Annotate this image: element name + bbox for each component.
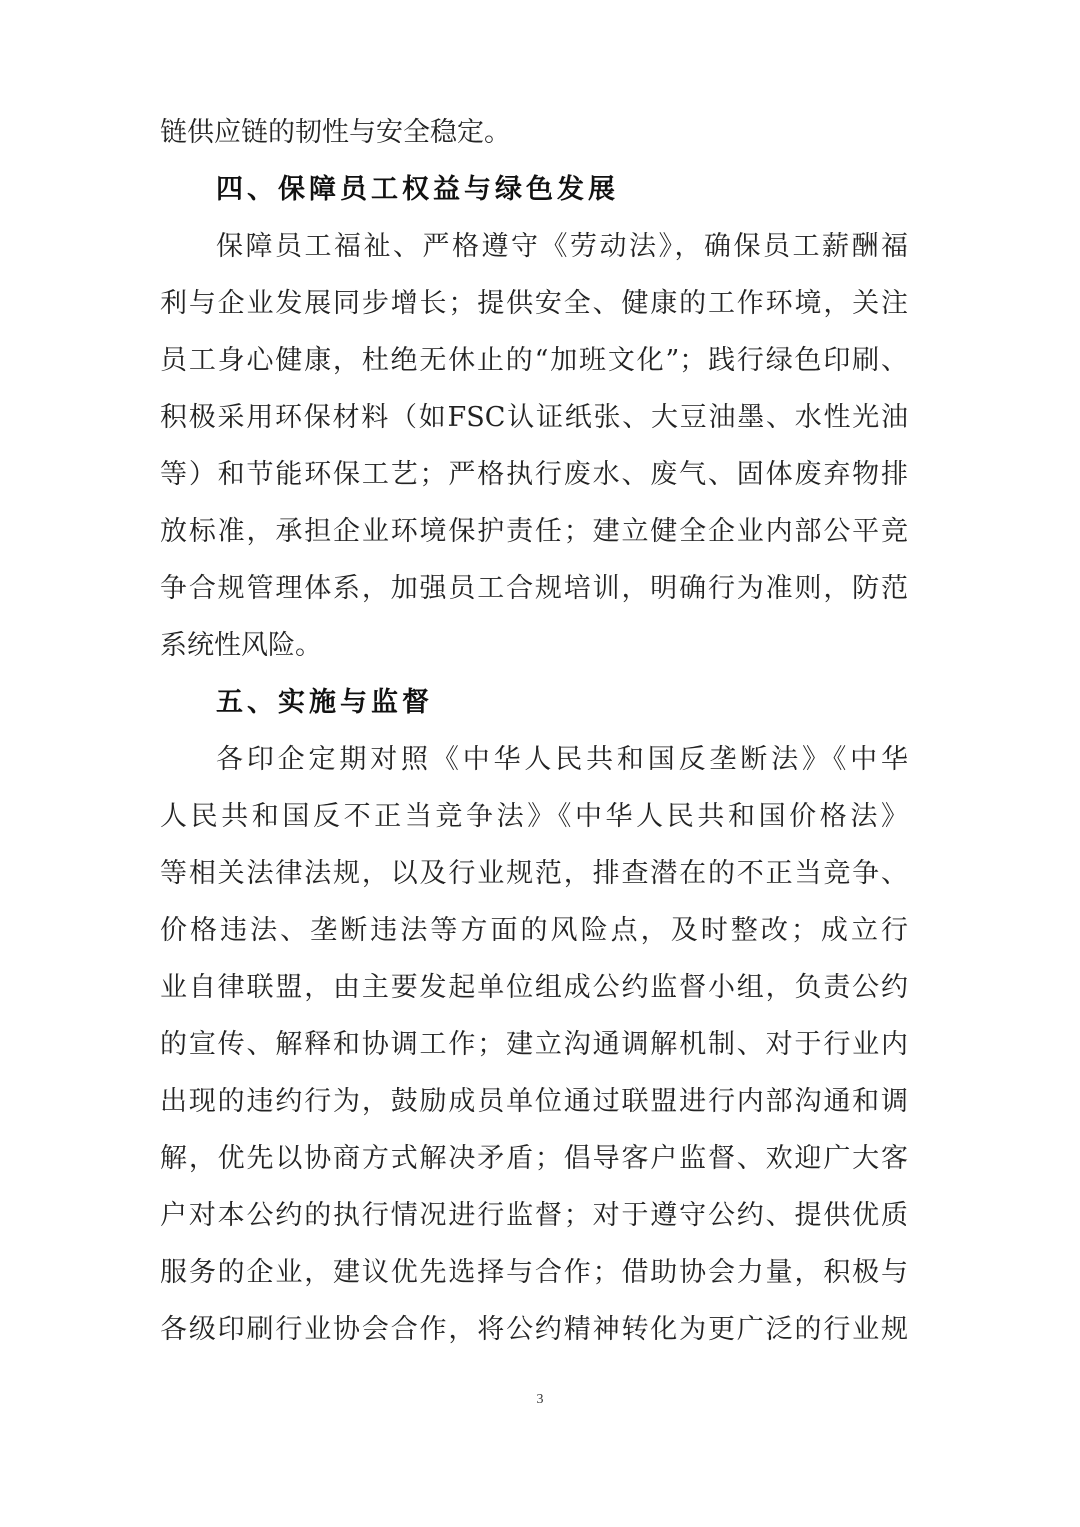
paragraph-line: 链供应链的韧性与安全稳定。 [160, 117, 511, 148]
section-heading-5: 五、实施与监督 [216, 687, 433, 718]
paragraph-line: 的宣传、解释和协调工作；建立沟通调解机制、对于行业内 [160, 1029, 908, 1060]
paragraph-line: 服务的企业，建议优先选择与合作；借助协会力量，积极与 [160, 1257, 908, 1288]
paragraph-line: 解，优先以协商方式解决矛盾；倡导客户监督、欢迎广大客 [160, 1143, 908, 1174]
paragraph-line: 各级印刷行业协会合作，将公约精神转化为更广泛的行业规 [160, 1314, 908, 1345]
paragraph-line: 户对本公约的执行情况进行监督；对于遵守公约、提供优质 [160, 1200, 908, 1231]
paragraph-line: 业自律联盟，由主要发起单位组成公约监督小组，负责公约 [160, 972, 908, 1003]
paragraph-line: 人民共和国反不正当竞争法》《中华人民共和国价格法》 [160, 801, 908, 832]
page-number: 3 [536, 1392, 544, 1407]
paragraph-line: 等相关法律法规，以及行业规范，排查潜在的不正当竞争、 [160, 858, 908, 889]
paragraph-line: 等）和节能环保工艺；严格执行废水、废气、固体废弃物排 [160, 459, 908, 490]
paragraph-line: 系统性风险。 [160, 630, 322, 661]
paragraph-line: 价格违法、垄断违法等方面的风险点，及时整改；成立行 [160, 915, 908, 946]
paragraph-line: 争合规管理体系，加强员工合规培训，明确行为准则，防范 [160, 573, 908, 604]
paragraph-line: 利与企业发展同步增长；提供安全、健康的工作环境，关注 [160, 288, 908, 319]
paragraph-line: 积极采用环保材料（如FSC认证纸张、大豆油墨、水性光油 [160, 402, 908, 433]
paragraph-line: 员工身心健康，杜绝无休止的“加班文化”；践行绿色印刷、 [160, 345, 908, 376]
section-heading-4: 四、保障员工权益与绿色发展 [216, 174, 619, 205]
paragraph-line: 各印企定期对照《中华人民共和国反垄断法》《中华 [216, 744, 908, 775]
paragraph-line: 放标准，承担企业环境保护责任；建立健全企业内部公平竞 [160, 516, 908, 547]
paragraph-line: 保障员工福祉、严格遵守《劳动法》，确保员工薪酬福 [216, 231, 908, 262]
paragraph-line: 出现的违约行为，鼓励成员单位通过联盟进行内部沟通和调 [160, 1086, 908, 1117]
